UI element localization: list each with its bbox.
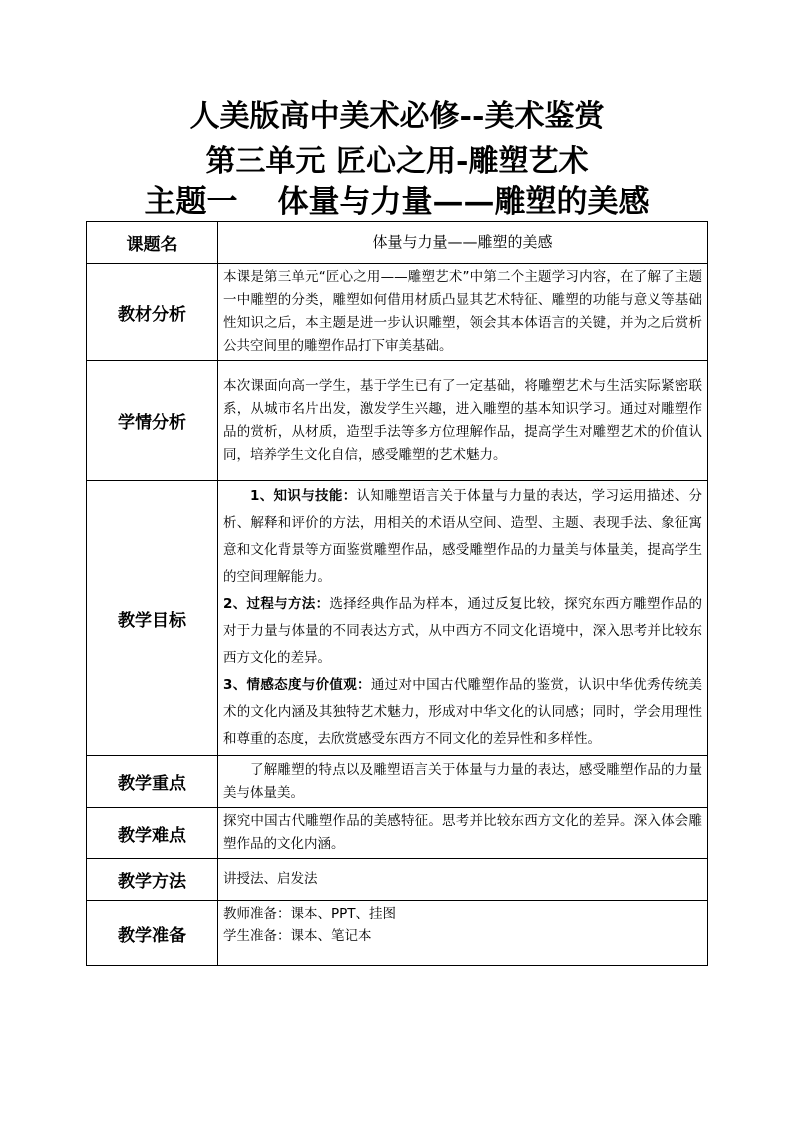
row-prep [87,901,708,966]
row-difficulty [87,808,708,859]
theme-title: 体量与力量——雕塑的美感 [277,184,650,220]
goal-process-text: 选择经典作品为样本，通过反复比较，探究东西方雕塑作品的对于力量与体量的不同表达方式，从中西方不同文化语境中，深入思考并比较东西方文化的差异。 [223,596,702,666]
row-method [87,859,708,901]
label-key: 教学重点 [87,756,218,808]
value-goals [218,481,708,756]
prep-teacher: 教师准备：课本、PPT、挂图 [223,906,397,922]
goal-knowledge [223,483,702,591]
row-students [87,361,708,481]
theme-number: 主题一 [144,184,238,220]
value-topic: 体量与力量——雕塑的美感 [218,222,708,264]
value-key: 了解雕塑的特点以及雕塑语言关于体量与力量的表达，感受雕塑作品的力量美与体量美。 [218,756,708,808]
label-goals: 教学目标 [87,481,218,756]
doc-title-line3 [0,182,794,222]
goal-process [223,591,702,672]
goal-knowledge-head: 1、知识与技能： [250,488,357,504]
value-material: 本课是第三单元“匠心之用——雕塑艺术”中第二个主题学习内容，在了解了主题一中雕塑的分类，雕塑如何借用材质凸显其艺术特征、雕塑的功能与意义等基础性知识之后，本主题是进一步认识雕塑，领会其本体语言的关键，并为之后赏析公共空间里的雕塑作品打下审美基础。 [218,264,708,361]
lesson-plan-table [86,221,708,966]
goal-emotion [223,672,702,753]
goal-knowledge-text: 认知雕塑语言关于体量与力量的表达，学习运用描述、分析、解释和评价的方法，用相关的术语从空间、造型、主题、表现手法、象征寓意和文化背景等方面鉴赏雕塑作品，感受雕塑作品的力量美与体量美，提高学生的空间理解能力。 [223,488,702,585]
value-method: 讲授法、启发法 [218,859,708,901]
label-students: 学情分析 [87,361,218,481]
doc-title-line1: 人美版高中美术必修--美术鉴赏 [189,99,605,134]
label-method: 教学方法 [87,859,218,901]
label-topic: 课题名 [87,222,218,264]
doc-title-line2: 第三单元 匠心之用-雕塑艺术 [205,144,589,179]
value-difficulty: 探究中国古代雕塑作品的美感特征。思考并比较东西方文化的差异。深入体会雕塑作品的文化内涵。 [218,808,708,859]
row-goals [87,481,708,756]
label-prep: 教学准备 [87,901,218,966]
goal-emotion-head: 3、情感态度与价值观： [223,677,371,693]
goal-process-head: 2、过程与方法： [223,596,330,612]
row-topic [87,222,708,264]
row-key [87,756,708,808]
prep-student: 学生准备：课本、笔记本 [223,928,372,944]
row-material [87,264,708,361]
goal-emotion-text: 通过对中国古代雕塑作品的鉴赏，认识中华优秀传统美术的文化内涵及其独特艺术魅力，形成对中华文化的认同感；同时，学会用理性和尊重的态度，去欣赏感受东西方不同文化的差异性和多样性。 [223,677,702,747]
value-prep [218,901,708,966]
value-students: 本次课面向高一学生，基于学生已有了一定基础，将雕塑艺术与生活实际紧密联系，从城市名片出发，激发学生兴趣，进入雕塑的基本知识学习。通过对雕塑作品的赏析，从材质，造型手法等多方位理解作品，提高学生对雕塑艺术的价值认同，培养学生文化自信，感受雕塑的艺术魅力。 [218,361,708,481]
label-material: 教材分析 [87,264,218,361]
label-difficulty: 教学难点 [87,808,218,859]
